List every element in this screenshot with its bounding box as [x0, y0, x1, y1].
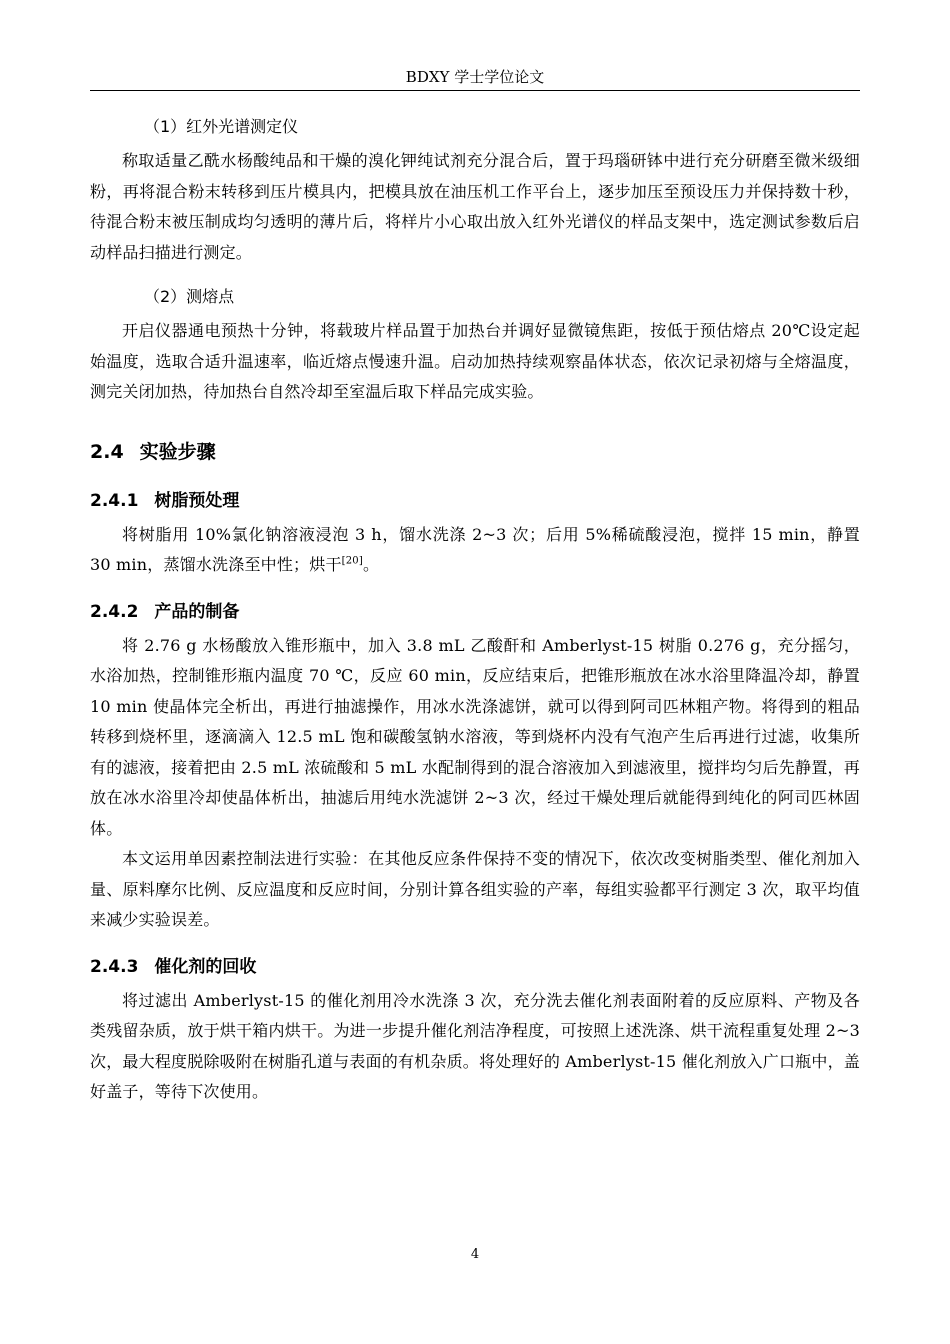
resin-pretreatment-text: 将树脂用 10%氯化钠溶液浸泡 3 h，馏水洗涤 2~3 次；后用 5%稀硫酸浸泡，搅拌 15 min，静置 30 min，蒸馏水洗涤至中性；烘干 — [90, 524, 860, 574]
product-preparation-paragraph: 将 2.76 g 水杨酸放入锥形瓶中，加入 3.8 mL 乙酸酐和 Amberlyst-15 树脂 0.276 g，充分摇匀，水浴加热，控制锥形瓶内温度 70 ℃，反应 60 min，反应结束后，把锥形瓶放在冰水浴里降温冷却，静置 10 min 使晶体完全析出，再进行抽滤操作，用冰水洗涤滤饼，就可以得到阿司匹林粗产物。将得到的粗品转移到烧杯里，逐滴滴入 12.5 mL 饱和碳酸氢钠水溶液，等到烧杯内没有气泡产生后再进行过滤，收集所有的滤液，接着把由 2.5 mL 浓硫酸和 5 mL 水配制得到的混合溶液加入到滤液里，搅拌均匀后先静置，再放在冰水浴里冷却使晶体析出，抽滤后用纯水洗滤饼 2~3 次，经过干燥处理后就能得到纯化的阿司匹林固体。 — [90, 635, 860, 838]
method-1-title: （1）红外光谱测定仪 — [144, 117, 299, 136]
section-title: 实验步骤 — [139, 440, 216, 463]
section-heading-2-4 — [90, 438, 860, 466]
catalyst-recovery-paragraph: 将过滤出 Amberlyst-15 的催化剂用冷水洗涤 3 次，充分洗去催化剂表面附着的反应原料、产物及各类残留杂质，放于烘干箱内烘干。为进一步提升催化剂洁净程度，可按照上述洗涤、烘干流程重复处理 2~3 次，最大程度脱除吸附在树脂孔道与表面的有机杂质。将处理好的 Amberlyst-15 催化剂放入广口瓶中，盖好盖子，等待下次使用。 — [90, 990, 860, 1101]
resin-pretreatment-paragraph — [90, 520, 860, 581]
resin-pretreatment-tail: 。 — [362, 555, 380, 574]
subsection-heading-2-4-2 — [90, 599, 860, 625]
subsection-title: 树脂预处理 — [154, 490, 240, 511]
page-body — [90, 114, 860, 1108]
subsection-number: 2.4.3 — [90, 956, 139, 977]
method-1-paragraph: 称取适量乙酰水杨酸纯品和干燥的溴化钾纯试剂充分混合后，置于玛瑙研钵中进行充分研磨至微米级细粉，再将混合粉末转移到压片模具内，把模具放在油压机工作平台上，逐步加压至预设压力并保持数十秒，待混合粉末被压制成均匀透明的薄片后，将样片小心取出放入红外光谱仪的样品支架中，选定测试参数后启动样品扫描进行测定。 — [90, 151, 860, 262]
subsection-number: 2.4.1 — [90, 490, 139, 511]
subsection-title: 产品的制备 — [154, 601, 240, 622]
subsection-heading-2-4-3 — [90, 954, 860, 980]
subsection-number: 2.4.2 — [90, 601, 139, 622]
section-number: 2.4 — [90, 440, 124, 463]
header-rule — [90, 90, 860, 91]
single-factor-paragraph: 本文运用单因素控制法进行实验：在其他反应条件保持不变的情况下，依次改变树脂类型、催化剂加入量、原料摩尔比例、反应温度和反应时间，分别计算各组实验的产率，每组实验都平行测定 3 次，取平均值来减少实验误差。 — [90, 849, 860, 929]
citation-ref: [20] — [341, 555, 363, 567]
method-2-paragraph: 开启仪器通电预热十分钟，将载玻片样品置于加热台并调好显微镜焦距，按低于预估熔点 20℃设定起始温度，选取合适升温速率，临近熔点慢速升温。启动加热持续观察晶体状态，依次记录初熔与全熔温度，测完关闭加热，待加热台自然冷却至室温后取下样品完成实验。 — [90, 321, 860, 401]
method-2-title: （2）测熔点 — [144, 287, 235, 306]
page-number: 4 — [470, 1247, 480, 1262]
subsection-heading-2-4-1 — [90, 488, 860, 514]
subsection-title: 催化剂的回收 — [154, 956, 257, 977]
page-header: BDXY 学士学位论文 — [405, 68, 545, 86]
